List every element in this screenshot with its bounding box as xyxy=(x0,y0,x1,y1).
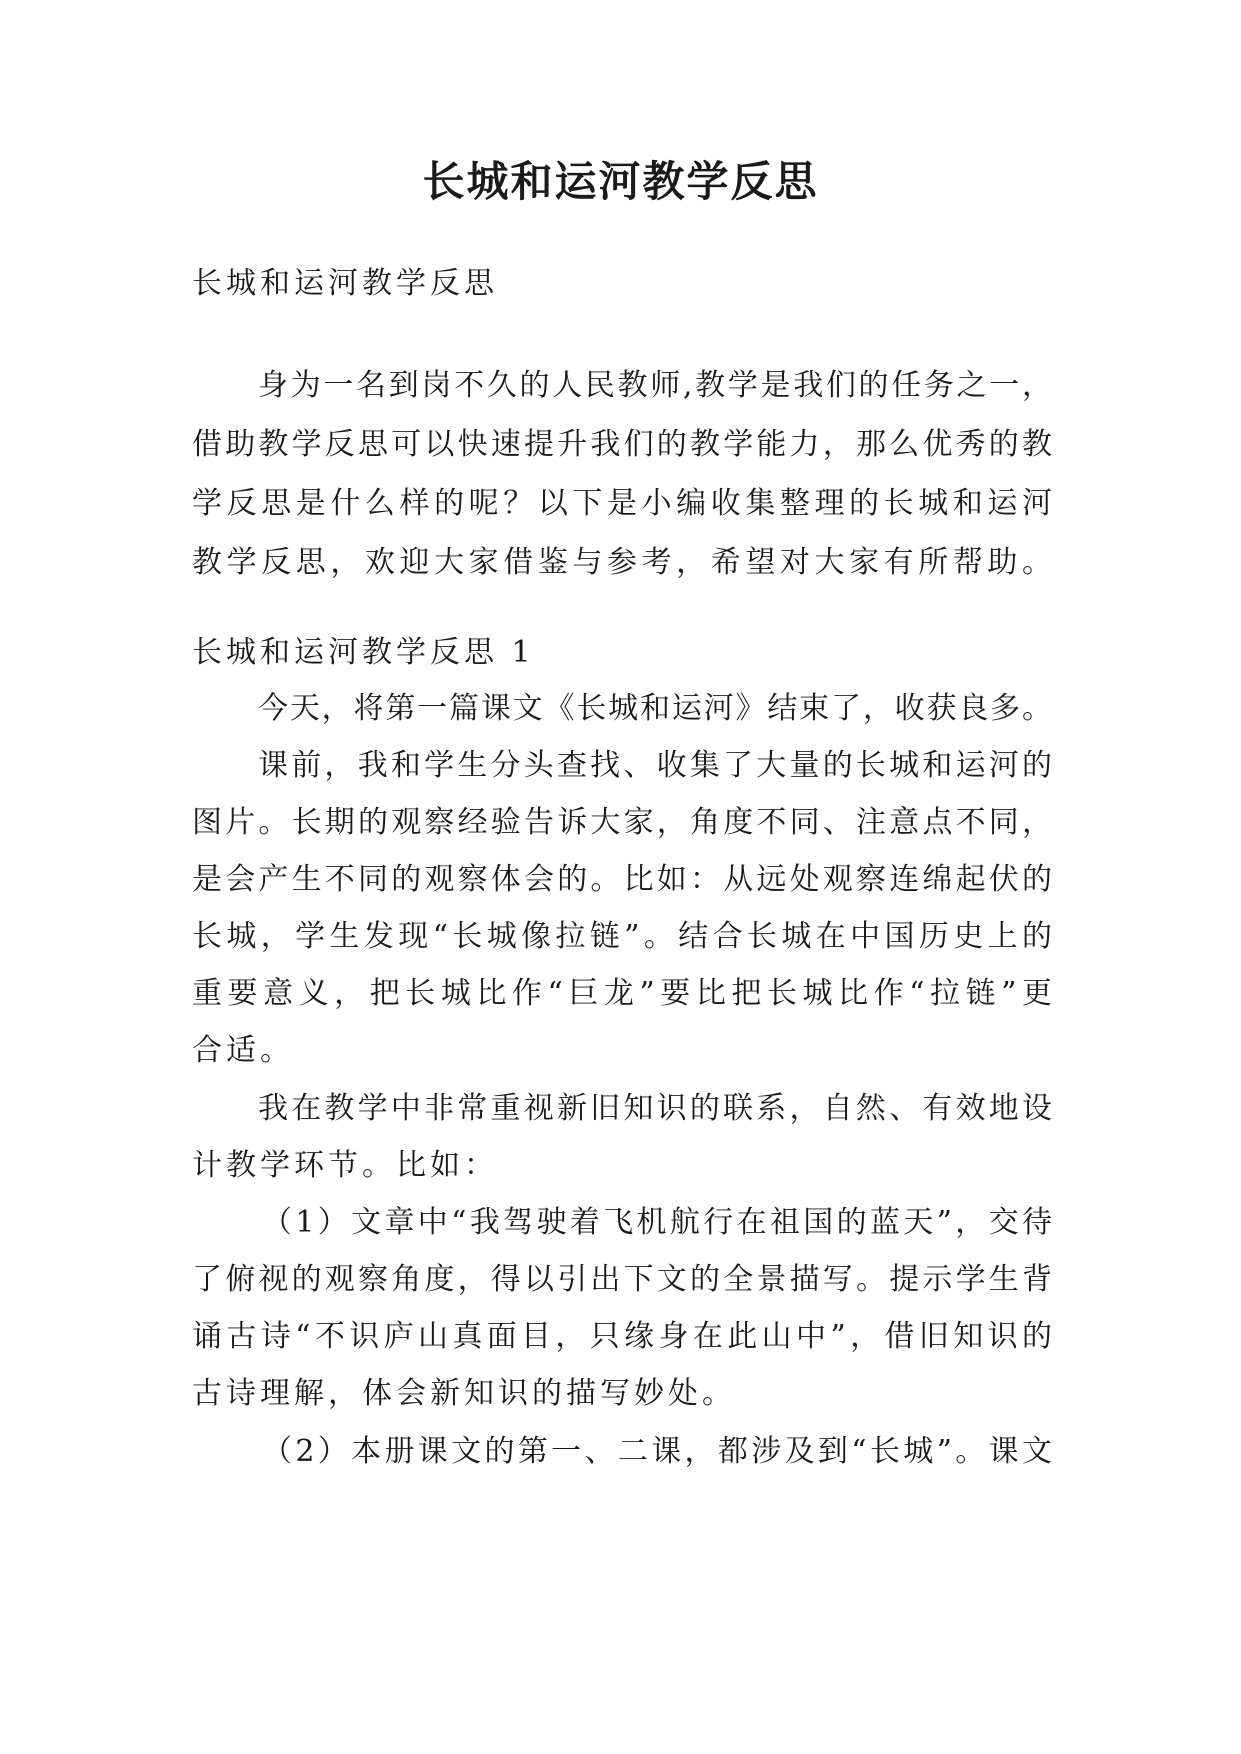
body-line: （2）本册课文的第一、二课，都涉及到“长城”。课文 xyxy=(262,1434,1052,1469)
intro-line: 借助教学反思可以快速提升我们的教学能力，那么优秀的教 xyxy=(192,427,1052,462)
intro-line: 学反思是什么样的呢？以下是小编收集整理的长城和运河 xyxy=(192,486,1052,521)
body-line: 是会产生不同的观察体会的。比如：从远处观察连绵起伏的 xyxy=(192,862,1052,897)
subtitle: 长城和运河教学反思 xyxy=(192,266,498,301)
body-line: 图片。长期的观察经验告诉大家，角度不同、注意点不同， xyxy=(192,805,1052,840)
document-title: 长城和运河教学反思 xyxy=(422,157,819,206)
body-line: 重要意义，把长城比作“巨龙”要比把长城比作“拉链”更 xyxy=(192,976,1052,1011)
body-line: 课前，我和学生分头查找、收集了大量的长城和运河的 xyxy=(258,748,1052,783)
intro-line: 教学反思，欢迎大家借鉴与参考，希望对大家有所帮助。 xyxy=(192,545,1052,580)
body-line: 诵古诗“不识庐山真面目，只缘身在此山中”，借旧知识的 xyxy=(192,1319,1052,1354)
body-line: 我在教学中非常重视新旧知识的联系，自然、有效地设 xyxy=(258,1091,1052,1126)
body-line: 古诗理解，体会新知识的描写妙处。 xyxy=(192,1376,736,1411)
body-line: （1）文章中“我驾驶着飞机航行在祖国的蓝天”，交待 xyxy=(262,1205,1052,1240)
body-line: 今天，将第一篇课文《长城和运河》结束了，收获良多。 xyxy=(258,691,1052,726)
section-heading: 长城和运河教学反思 1 xyxy=(192,635,535,670)
body-line: 长城，学生发现“长城像拉链”。结合长城在中国历史上的 xyxy=(192,919,1052,954)
body-line: 合适。 xyxy=(192,1033,294,1068)
body-line: 计教学环节。比如： xyxy=(192,1148,498,1183)
body-line: 了俯视的观察角度，得以引出下文的全景描写。提示学生背 xyxy=(192,1262,1052,1297)
intro-line: 身为一名到岗不久的人民教师,教学是我们的任务之一， xyxy=(258,368,1052,403)
